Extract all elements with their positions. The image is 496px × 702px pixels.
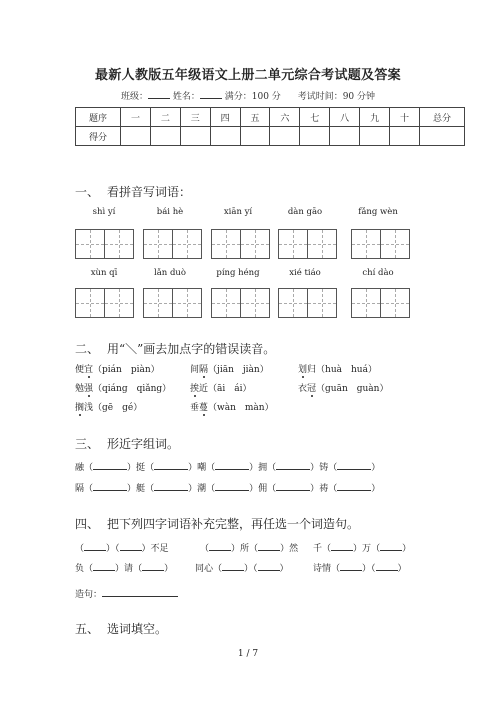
similar-chars-row: 融（ ）挺（ ）嘲（ ）拥（ ）铸（ ）: [75, 460, 380, 473]
dotted-char: 蔓: [199, 403, 209, 413]
answer-blank[interactable]: [93, 561, 115, 571]
section-number: 五、: [75, 622, 100, 636]
char: 勉: [75, 384, 85, 394]
pronunciation-item: [298, 362, 377, 375]
answer-blank[interactable]: [276, 460, 310, 470]
table-header-cell: 一: [121, 108, 151, 127]
score-table-header: [76, 108, 465, 127]
answer-blank[interactable]: [376, 561, 398, 571]
answer-blank[interactable]: [154, 481, 188, 491]
score-cell[interactable]: [330, 127, 360, 146]
char: 浅: [84, 403, 94, 413]
pronunciation-item: [75, 381, 171, 394]
answer-blank[interactable]: [93, 460, 127, 470]
dotted-char: 强: [84, 384, 94, 394]
idiom-text: 万: [362, 544, 372, 554]
pronunciation-item: [190, 400, 274, 413]
score-cell[interactable]: [360, 127, 390, 146]
writing-grid[interactable]: [278, 288, 337, 318]
pinyin-label: xié tiáo: [289, 268, 321, 278]
idiom-text: 请: [124, 564, 134, 574]
section-title: 形近字组词。: [107, 437, 180, 451]
table-header-cell: 六: [270, 108, 300, 127]
score-cell[interactable]: [270, 127, 300, 146]
section-3-heading: [75, 435, 179, 452]
answer-blank[interactable]: [380, 541, 402, 551]
char: 隔: [75, 484, 85, 494]
score-cell[interactable]: [420, 127, 465, 146]
writing-grid[interactable]: [278, 229, 337, 259]
sentence-line: [75, 587, 178, 600]
pinyin-options[interactable]: （āi ái）: [208, 384, 252, 394]
pinyin-label: xùn qī: [90, 268, 118, 278]
section-5-heading: [75, 620, 167, 637]
dotted-char: 划: [298, 365, 308, 375]
score-cell[interactable]: [210, 127, 240, 146]
similar-chars-row: 隔（ ）艇（ ）潮（ ）佣（ ）祷（ ）: [75, 481, 380, 494]
section-title: 用“＼”画去加点字的错误读音。: [107, 342, 276, 356]
answer-blank[interactable]: [337, 481, 371, 491]
pinyin-label: xiān yí: [223, 207, 253, 217]
pinyin-label: fǎng wèn: [358, 207, 398, 217]
pinyin-label: dàn gāo: [287, 207, 323, 217]
section-4-heading: [75, 515, 359, 532]
pinyin-options[interactable]: （pián piàn）: [93, 365, 160, 375]
char: 拥: [258, 463, 268, 473]
idiom-item: 同心（ ）（ ）: [195, 561, 289, 574]
answer-blank[interactable]: [120, 541, 142, 551]
pinyin-options[interactable]: （gē gé）: [93, 403, 143, 413]
idiom-text: 诗情: [313, 564, 332, 574]
section-title: 选词填空。: [107, 622, 168, 636]
writing-grid[interactable]: [351, 288, 410, 318]
pinyin-label: shì yí: [92, 207, 116, 217]
writing-grid[interactable]: [75, 229, 134, 259]
dotted-char: 冠: [307, 384, 317, 394]
section-title: 把下列四字词语补充完整，再任选一个词造句。: [107, 517, 360, 531]
answer-blank[interactable]: [84, 541, 106, 551]
answer-blank[interactable]: [258, 561, 280, 571]
answer-blank[interactable]: [340, 561, 362, 571]
writing-grid[interactable]: [75, 288, 134, 318]
pronunciation-item: [75, 400, 142, 413]
pinyin-options[interactable]: （wàn màn）: [208, 403, 274, 413]
sentence-label: 造句：: [75, 590, 103, 600]
section-number: 四、: [75, 517, 100, 531]
idiom-item: （ ）所（ ）然: [200, 541, 298, 554]
table-header-cell: 八: [330, 108, 360, 127]
table-header-cell: 三: [180, 108, 210, 127]
idiom-text: 然: [289, 544, 299, 554]
idiom-item: （ ）（ ）不足: [75, 541, 169, 554]
section-1-heading: [75, 183, 191, 200]
answer-blank[interactable]: [142, 561, 164, 571]
score-cell[interactable]: [300, 127, 330, 146]
table-header-cell: 十: [390, 108, 420, 127]
table-header-cell: 五: [240, 108, 270, 127]
writing-grid[interactable]: [143, 288, 202, 318]
idiom-text: 不足: [150, 544, 169, 554]
pronunciation-item: [75, 362, 160, 375]
answer-blank[interactable]: [222, 561, 244, 571]
table-header-cell: 九: [360, 108, 390, 127]
idiom-text: 千: [313, 544, 323, 554]
score-table: [75, 107, 465, 146]
score-row: [76, 127, 465, 146]
class-blank: [148, 90, 170, 99]
char: 间: [190, 365, 200, 375]
char: 融: [75, 463, 85, 473]
char: 挺: [136, 463, 146, 473]
section-number: 二、: [75, 342, 100, 356]
answer-blank[interactable]: [258, 541, 280, 551]
char: 佣: [258, 484, 268, 494]
idiom-text: 负: [75, 564, 85, 574]
char: 嘲: [197, 463, 207, 473]
class-label: 班级：: [120, 92, 148, 102]
writing-grid[interactable]: [143, 229, 202, 259]
section-title: 看拼音写词语：: [107, 185, 192, 199]
pinyin-options[interactable]: （guān guàn）: [316, 384, 389, 394]
section-number: 三、: [75, 437, 100, 451]
idiom-text: 所: [240, 544, 250, 554]
dotted-char: 宜: [84, 365, 94, 375]
full-score: 满分：100 分: [224, 92, 281, 102]
pinyin-options[interactable]: （qiáng qiǎng）: [93, 384, 172, 394]
score-cell[interactable]: [390, 127, 420, 146]
char: 归: [307, 365, 317, 375]
page-title: 最新人教版五年级语文上册二单元综合考试题及答案: [95, 68, 401, 83]
char: 便: [75, 365, 85, 375]
score-cell[interactable]: [180, 127, 210, 146]
writing-grid[interactable]: [211, 229, 270, 259]
score-cell[interactable]: [121, 127, 151, 146]
pinyin-label: chí dào: [362, 268, 394, 278]
table-header-cell: 总分: [420, 108, 465, 127]
answer-blank[interactable]: [154, 460, 188, 470]
pinyin-label: bái hè: [156, 207, 184, 217]
answer-blank[interactable]: [215, 460, 249, 470]
page-number: 1 / 7: [237, 649, 259, 659]
pronunciation-item: [298, 381, 388, 394]
exam-time: 考试时间：90 分钟: [297, 92, 376, 102]
pinyin-options[interactable]: （huà huá）: [316, 365, 377, 375]
char: 近: [199, 384, 209, 394]
idiom-item: 千（ ）万（ ）: [313, 541, 411, 554]
table-header-cell: 二: [150, 108, 180, 127]
pinyin-options[interactable]: （jiān jiàn）: [208, 365, 269, 375]
pronunciation-item: [190, 362, 269, 375]
sentence-blank[interactable]: [102, 587, 178, 597]
table-header-cell: 七: [300, 108, 330, 127]
section-2-heading: [75, 340, 275, 357]
writing-grid[interactable]: [211, 288, 270, 318]
dotted-char: 挨: [190, 384, 200, 394]
table-header-cell: 四: [210, 108, 240, 127]
dotted-char: 搁: [75, 403, 85, 413]
section-number: 一、: [75, 185, 100, 199]
char: 艇: [136, 484, 146, 494]
char: 潮: [197, 484, 207, 494]
answer-blank[interactable]: [331, 541, 353, 551]
pinyin-label: lǎn duò: [154, 268, 186, 278]
char: 垂: [190, 403, 200, 413]
idiom-item: 诗情（ ）（ ）: [313, 561, 407, 574]
name-blank: [200, 90, 222, 99]
answer-blank[interactable]: [337, 460, 371, 470]
pronunciation-item: [190, 381, 252, 394]
idiom-item: 负（ ）请（ ）: [75, 561, 173, 574]
table-header-cell: 题序: [76, 108, 121, 127]
score-cell[interactable]: [150, 127, 180, 146]
answer-blank[interactable]: [209, 541, 231, 551]
exam-info: [0, 89, 496, 102]
name-label: 姓名：: [172, 92, 200, 102]
answer-blank[interactable]: [93, 481, 127, 491]
answer-blank[interactable]: [276, 481, 310, 491]
score-cell[interactable]: [240, 127, 270, 146]
dotted-char: 隔: [199, 365, 209, 375]
score-row-label: 得分: [76, 127, 121, 146]
char: 衣: [298, 384, 308, 394]
writing-grid[interactable]: [351, 229, 410, 259]
answer-blank[interactable]: [215, 481, 249, 491]
char: 铸: [319, 463, 329, 473]
pinyin-label: píng héng: [216, 268, 260, 278]
char: 祷: [319, 484, 329, 494]
idiom-text: 同心: [195, 564, 214, 574]
